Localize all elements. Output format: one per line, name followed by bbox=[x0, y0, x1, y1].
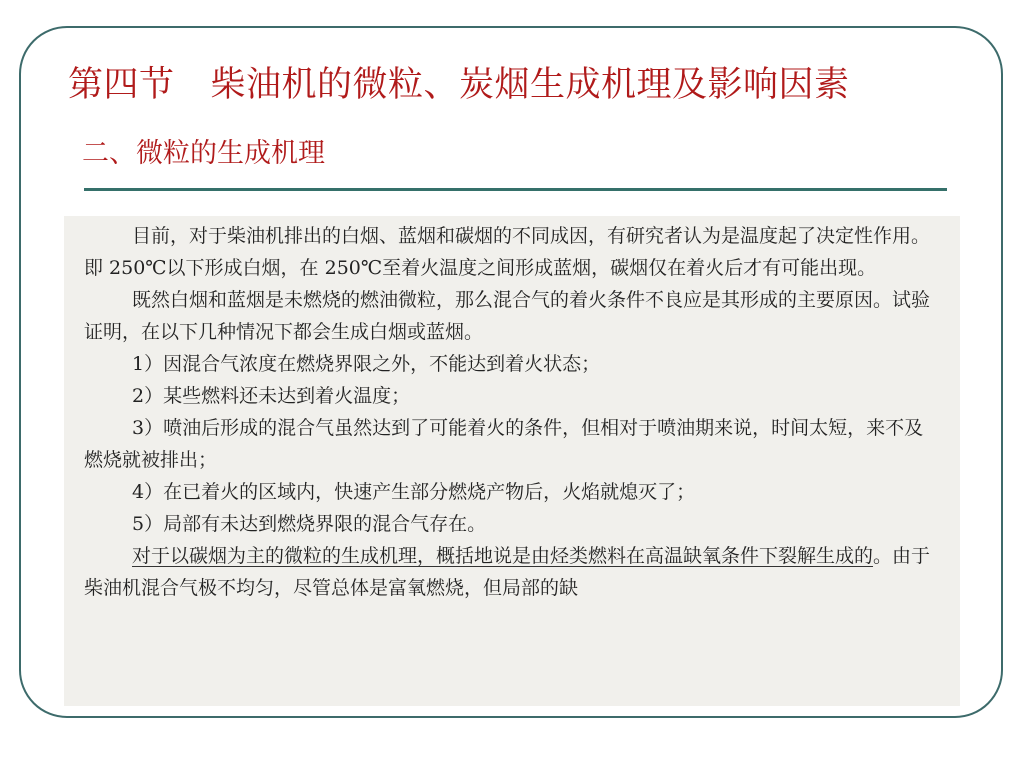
underlined-key-sentence: 对于以碳烟为主的微粒的生成机理，概括地说是由烃类燃料在高温缺氧条件下裂解生成的 bbox=[132, 545, 874, 567]
slide-subtitle: 二、微粒的生成机理 bbox=[82, 138, 325, 169]
list-item-4: 4）在已着火的区域内，快速产生部分燃烧产物后，火焰就熄灭了； bbox=[132, 481, 696, 503]
list-item-3: 3）喷油后形成的混合气虽然达到了可能着火的条件，但相对于喷油期来说，时间太短，来不及燃烧就被排出； bbox=[84, 417, 924, 471]
slide-title bbox=[68, 58, 968, 112]
title-section-number: 第四节 bbox=[68, 65, 175, 105]
list-item-5: 5）局部有未达到燃烧界限的混合气存在。 bbox=[132, 513, 487, 535]
scanned-page-text bbox=[84, 220, 936, 604]
title-divider bbox=[84, 188, 947, 191]
paragraph-causes: 既然白烟和蓝烟是未燃烧的燃油微粒，那么混合气的着火条件不良应是其形成的主要原因。试验证明，在以下几种情况下都会生成白烟或蓝烟。 bbox=[84, 289, 931, 343]
paragraph-mechanism bbox=[84, 540, 936, 604]
paragraph-intro: 目前，对于柴油机排出的白烟、蓝烟和碳烟的不同成因，有研究者认为是温度起了决定性作用。即 250℃以下形成白烟，在 250℃至着火温度之间形成蓝烟，碳烟仅在着火后才有可能出现。 bbox=[84, 225, 931, 279]
title-topic: 柴油机的微粒、炭烟生成机理及影响因素 bbox=[210, 65, 850, 105]
scanned-text-image bbox=[64, 216, 960, 706]
list-item-2: 2）某些燃料还未达到着火温度； bbox=[132, 385, 411, 407]
mechanism-continuation: 。由于柴油机混合气极不均匀，尽管总体是富氧燃烧，但局部的缺 bbox=[84, 545, 931, 599]
list-item-1: 1）因混合气浓度在燃烧界限之外，不能达到着火状态； bbox=[132, 353, 601, 375]
